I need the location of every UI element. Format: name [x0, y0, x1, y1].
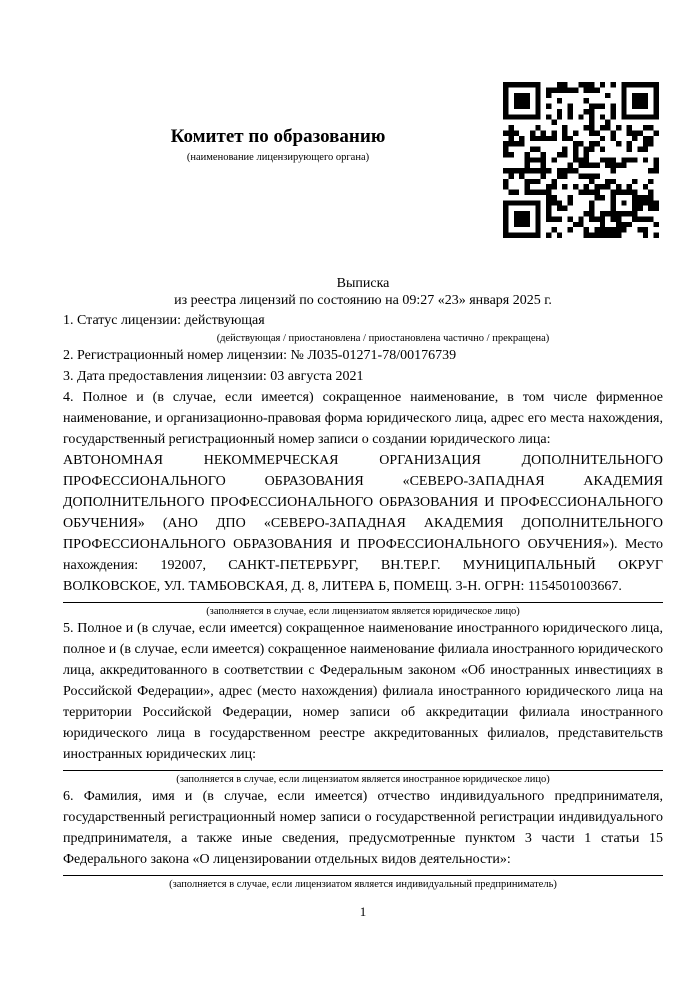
- legal-entity-section-intro: 4. Полное и (в случае, если имеется) сокращенное наименование, в том числе фирменное наименование, и организационно-правовая форма юридического лица, адрес его места нахождения, государственный регистрационный номер записи о создании юридического лица:: [63, 389, 663, 447]
- foreign-entity-section: 5. Полное и (в случае, если имеется) сокращенное наименование иностранного юридического лица, полное и (в случае, если имеется) сокращенное наименование филиала иностранного юридического лица, аккредитованного в соответствии с Федеральным законом «Об иностранных инвестициях в Российской Федерации», адрес (место нахождения) филиала иностранного юридического лица на территории Российской Федерации, номер записи об аккредитации филиала иностранного юридического лица в государственном реестре аккредитованных филиалов, представительств иностранных юридических лиц:: [63, 620, 663, 762]
- divider-line-individual-entrepreneur: [63, 875, 663, 876]
- divider-line-legal-entity: [63, 602, 663, 603]
- divider-line-foreign-entity: [63, 770, 663, 771]
- license-registration-number-line: 2. Регистрационный номер лицензии: № Л035-01271-78/00176739: [63, 347, 457, 363]
- page-number: 1: [359, 903, 367, 919]
- legal-entity-footnote: (заполняется в случае, если лицензиатом является юридическое лицо): [206, 605, 520, 617]
- legal-entity-details: АВТОНОМНАЯ НЕКОММЕРЧЕСКАЯ ОРГАНИЗАЦИЯ ДОПОЛНИТЕЛЬНОГО ПРОФЕССИОНАЛЬНОГО ОБРАЗОВАНИЯ «СЕВЕРО-ЗАПАДНАЯ АКАДЕМИЯ ДОПОЛНИТЕЛЬНОГО ПРОФЕССИОНАЛЬНОГО ОБРАЗОВАНИЯ И ПРОФЕССИОНАЛЬНОГО ОБУЧЕНИЯ» (АНО ДПО «СЕВЕРО-ЗАПАДНАЯ АКАДЕМИЯ ДОПОЛНИТЕЛЬНОГО ПРОФЕССИОНАЛЬНОГО ОБРАЗОВАНИЯ И ПРОФЕССИОНАЛЬНОГО ОБУЧЕНИЯ»). Место нахождения: 192007, САНКТ-ПЕТЕРБУРГ, ВН.ТЕР.Г. МУНИЦИПАЛЬНЫЙ ОКРУГ ВОЛКОВСКОЕ, УЛ. ТАМБОВСКАЯ, Д. 8, ЛИТЕРА Б, ПОМЕЩ. 3-Н. ОГРН: 1154501003667.: [63, 452, 663, 594]
- individual-entrepreneur-footnote: (заполняется в случае, если лицензиатом является индивидуальный предприниматель): [169, 878, 557, 890]
- document-header: [63, 126, 663, 163]
- license-grant-date-line: 3. Дата предоставления лицензии: 03 августа 2021: [63, 368, 364, 384]
- foreign-entity-footnote: (заполняется в случае, если лицензиатом является иностранное юридическое лицо): [176, 773, 550, 785]
- licensing-authority-block: [63, 126, 493, 163]
- licensing-authority-caption: (наименование лицензирующего органа): [186, 151, 370, 163]
- license-status-line: 1. Статус лицензии: действующая: [63, 312, 265, 328]
- licensing-authority-name: Комитет по образованию: [170, 126, 386, 147]
- individual-entrepreneur-section: 6. Фамилия, имя и (в случае, если имеется) отчество индивидуального предпринимателя, государственный регистрационный номер записи о государственной регистрации индивидуального предпринимателя, а также иные сведения, предусмотренные пунктом 3 части 1 статьи 15 Федерального закона «О лицензировании отдельных видов деятельности»:: [63, 788, 663, 867]
- document-title: Выписка: [336, 275, 390, 291]
- license-status-options-hint: (действующая / приостановлена / приостановлена частично / прекращена): [216, 332, 550, 344]
- document-title-block: [63, 275, 663, 310]
- qr-code-icon: [503, 82, 659, 238]
- document-subtitle: из реестра лицензий по состоянию на 09:27 «23» января 2025 г.: [174, 293, 552, 309]
